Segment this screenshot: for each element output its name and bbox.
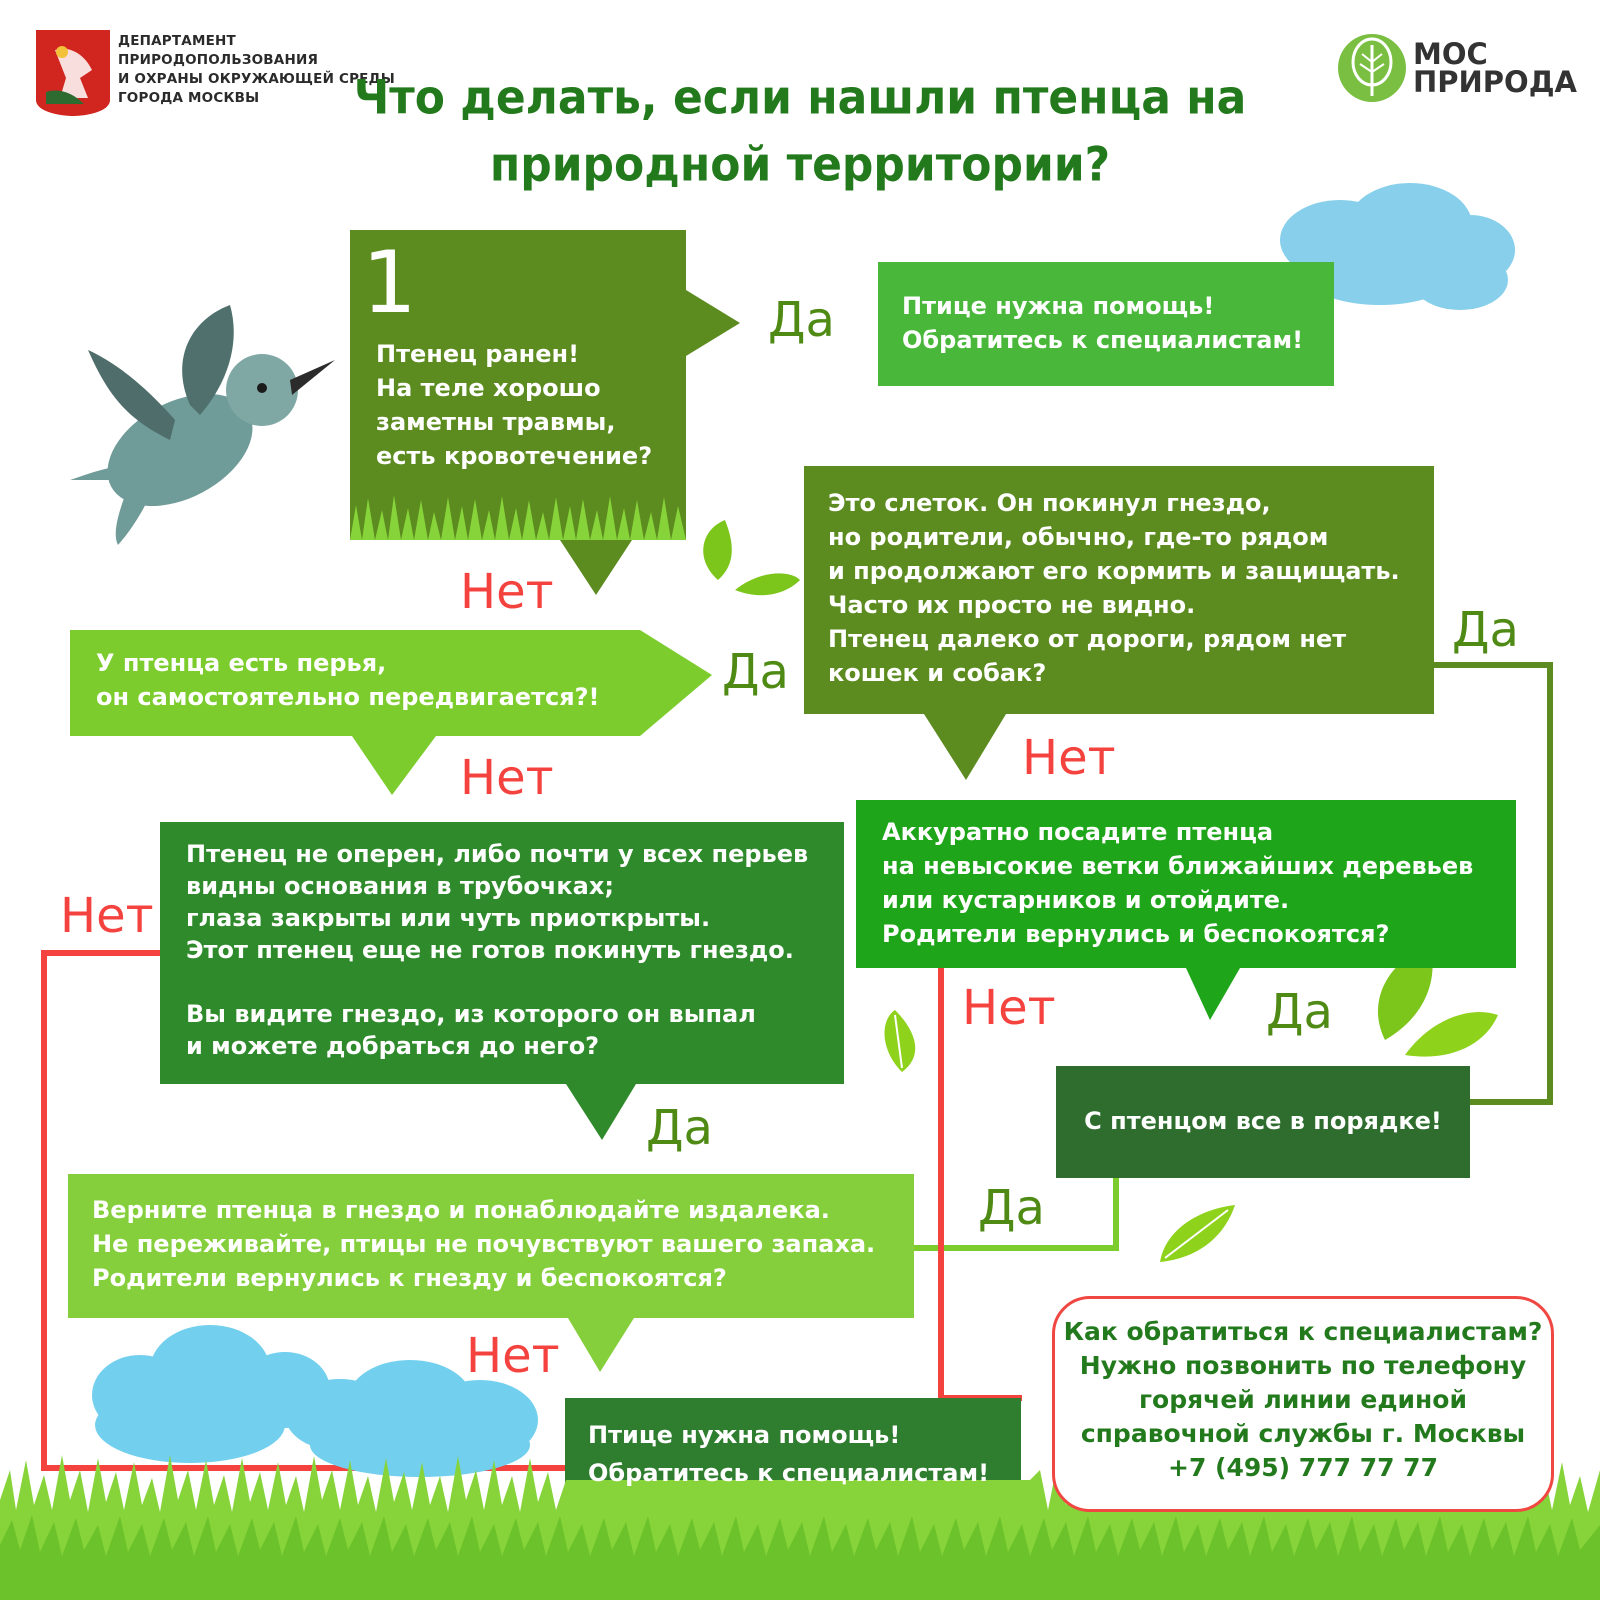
- label-no-q1: Нет: [460, 564, 554, 620]
- bird-icon: [70, 305, 335, 545]
- fledgling-box: Это слеток. Он покинул гнездо, но родители, обычно, где-то рядом и продолжают его кормить и защищать. Часто их просто не видно. Птенец далеко от дороги, рядом нет кошек и собак?: [828, 489, 1400, 687]
- q1-box: Птенец ранен! На теле хорошо заметны травмы, есть кровотечение?: [376, 340, 653, 470]
- help-bottom-box: Птице нужна помощь! Обратитесь к специалистам!: [588, 1421, 990, 1487]
- label-yes-q2: Да: [722, 644, 789, 700]
- label-yes-ok: Да: [978, 1180, 1045, 1236]
- label-no-branches: Нет: [962, 980, 1056, 1036]
- ok-box: С птенцом все в порядке!: [1084, 1107, 1442, 1135]
- label-yes-q3: Да: [646, 1100, 713, 1156]
- department-name: ДЕПАРТАМЕНТ ПРИРОДОПОЛЬЗОВАНИЯ И ОХРАНЫ ОКРУЖАЮЩЕЙ СРЕДЫ ГОРОДА МОСКВЫ: [118, 33, 395, 106]
- q2-box: У птенца есть перья, он самостоятельно передвигается?!: [96, 649, 600, 711]
- logo-text: МОС ПРИРОДА: [1413, 37, 1577, 99]
- label-yes-q1: Да: [768, 292, 835, 348]
- q3-box: Птенец не оперен, либо почти у всех перьев видны основания в трубочках; глаза закрыты или чуть приоткрыты. Этот птенец еще не готов покинуть гнездо. Вы видите гнездо, из которого он выпал и можете добраться до него?: [186, 840, 809, 1060]
- label-yes-fledgling: Да: [1452, 602, 1519, 658]
- tree-logo-icon: [1338, 34, 1406, 102]
- help-top-box: Птице нужна помощь! Обратитесь к специалистам!: [902, 292, 1304, 354]
- label-no-fledgling: Нет: [1022, 730, 1116, 786]
- label-no-q3: Нет: [60, 888, 154, 944]
- label-no-return: Нет: [466, 1328, 560, 1384]
- label-no-q2: Нет: [460, 750, 554, 806]
- page-title: Что делать, если нашли птенца на природной территории?: [353, 70, 1247, 193]
- branches-box: Аккуратно посадите птенца на невысокие ветки ближайших деревьев или кустарников и отойдите. Родители вернулись и беспокоятся?: [882, 818, 1474, 948]
- q1-number: 1: [362, 233, 417, 333]
- moscow-coat-of-arms-icon: [36, 30, 110, 116]
- contact-box: Как обратиться к специалистам? Нужно позвонить по телефону горячей линии единой справочной службы г. Москвы +7 (495) 777 77 77: [1052, 1296, 1554, 1512]
- return-nest-box: Верните птенца в гнездо и понаблюдайте издалека. Не переживайте, птицы не почувствуют вашего запаха. Родители вернулись к гнезду и беспокоятся?: [92, 1196, 876, 1292]
- label-yes-branches: Да: [1266, 984, 1333, 1040]
